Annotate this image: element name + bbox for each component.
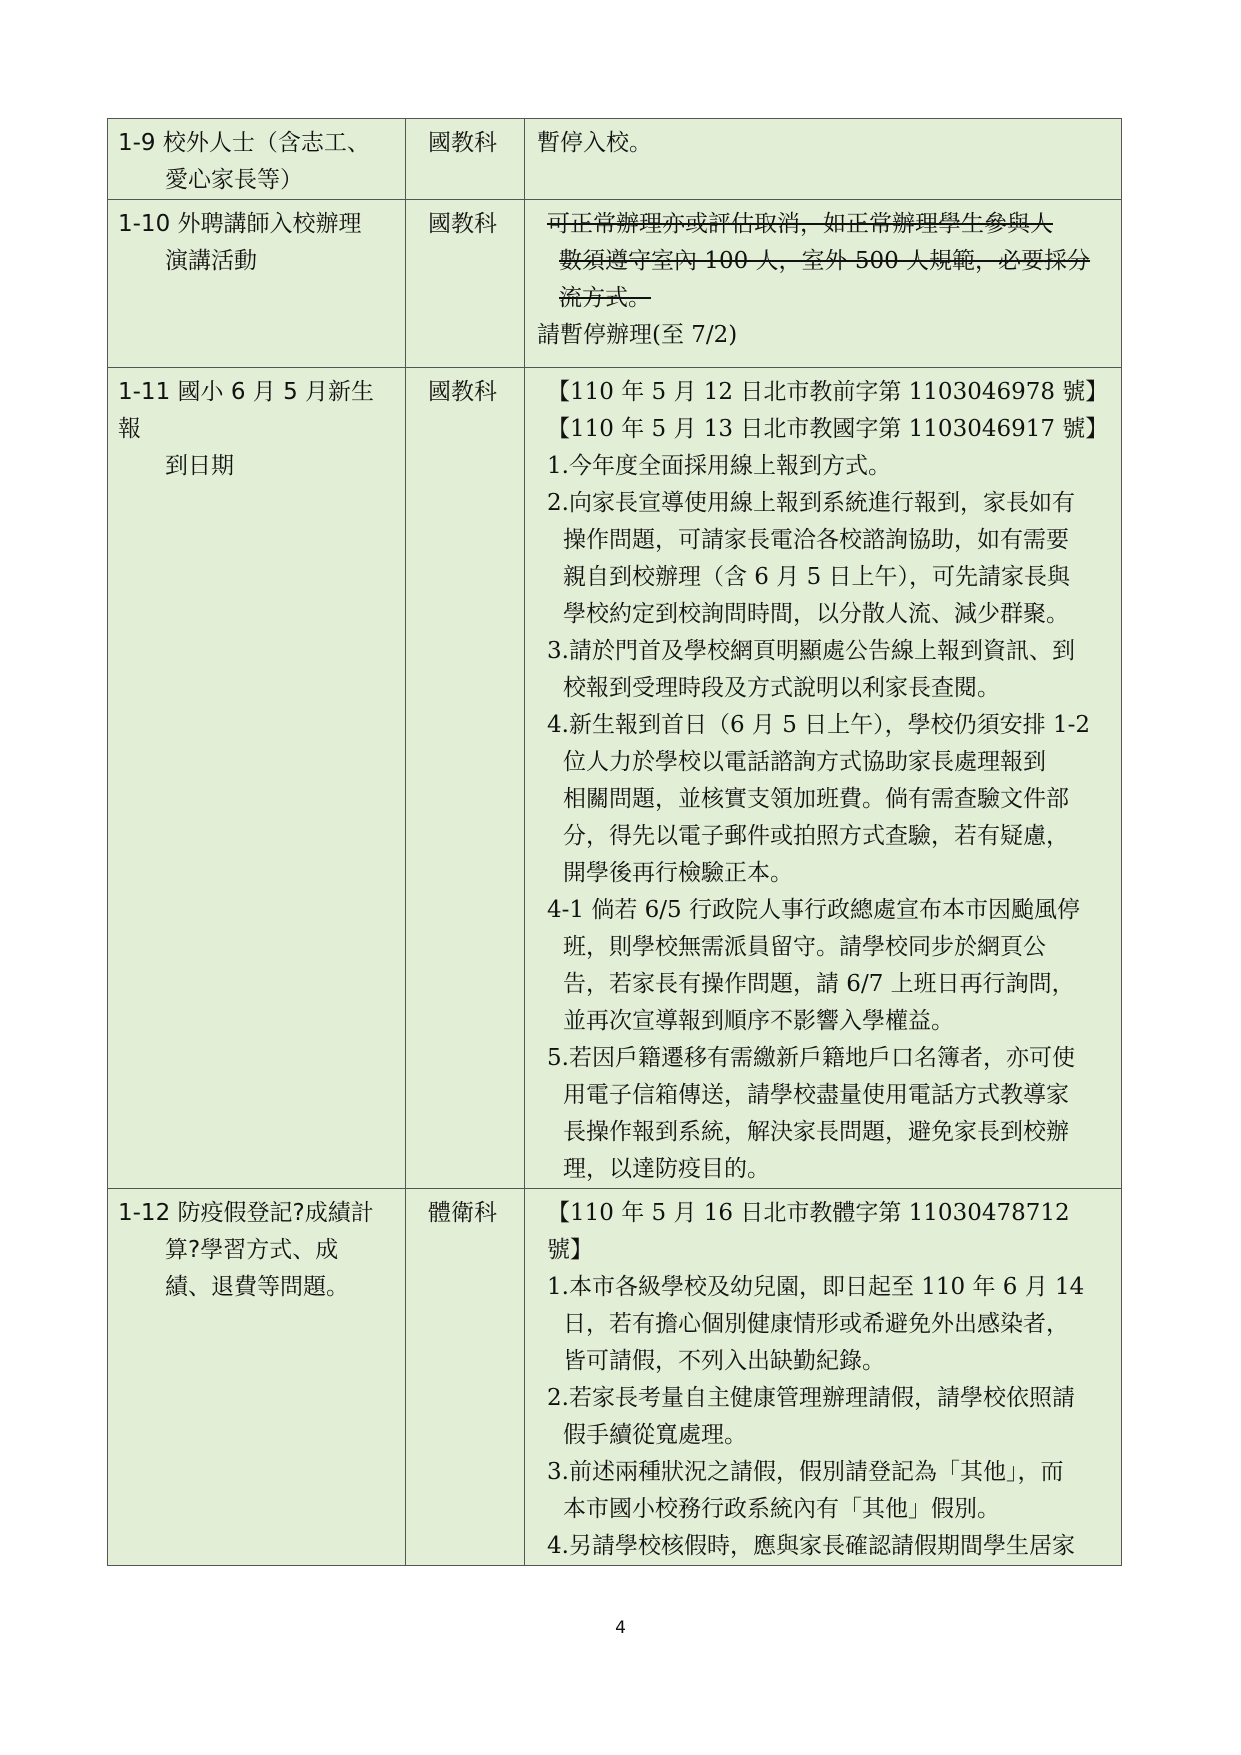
content-cell: [525, 200, 1122, 368]
item-title-line: 績、退費等問題。: [165, 1274, 349, 1300]
struck-line: 可正常辦理亦或評估取消，如正常辦理學生參與人: [547, 211, 1053, 237]
item-title-line: 演講活動: [165, 248, 257, 274]
list-item-line: 班，則學校無需派員留守。請學校同步於網頁公: [563, 934, 1046, 960]
struck-line: 數須遵守室內 100 人，室外 500 人規範，必要採分: [559, 248, 1091, 274]
list-item-line: 學校約定到校詢問時間，以分散人流、減少群聚。: [563, 601, 1069, 627]
list-item: [537, 892, 1111, 1040]
table-row: [108, 119, 1122, 200]
item-number: 1-12: [118, 1200, 171, 1226]
item-title-line: 到日期: [165, 453, 234, 479]
list-item-line: 本市國小校務行政系統內有「其他」假別。: [563, 1496, 1000, 1522]
list-item: [537, 1269, 1111, 1380]
content-cell: [525, 119, 1122, 200]
page-number: 4: [615, 1618, 626, 1638]
item-cell: [108, 368, 406, 1189]
item-cell: [108, 1189, 406, 1566]
list-item-line: 1.本市各級學校及幼兒園，即日起至 110 年 6 月 14: [547, 1274, 1085, 1300]
list-item-line: 4.另請學校核假時，應與家長確認請假期間學生居家: [547, 1533, 1075, 1559]
document-reference: 【110 年 5 月 13 日北市教國字第 1103046917 號】: [547, 416, 1109, 442]
list-item: [537, 448, 1111, 485]
document-reference: 【110 年 5 月 12 日北市教前字第 1103046978 號】: [547, 379, 1109, 405]
content-cell: [525, 1189, 1122, 1566]
list-item-line: 分，得先以電子郵件或拍照方式查驗，若有疑慮，: [563, 823, 1069, 849]
department: 國教科: [428, 379, 497, 405]
document-reference: 【110 年 5 月 16 日北市教體字第 11030478712 號】: [547, 1200, 1070, 1263]
list-item-line: 日，若有擔心個別健康情形或希避免外出感染者，: [563, 1311, 1069, 1337]
list-item-line: 1.今年度全面採用線上報到方式。: [547, 453, 891, 479]
list-item-line: 理，以達防疫目的。: [563, 1156, 770, 1182]
department: 國教科: [428, 130, 497, 156]
item-title-line: 外聘講師入校辦理: [177, 211, 362, 237]
item-title: [108, 200, 405, 280]
list-item-line: 5.若因戶籍遷移有需繳新戶籍地戶口名簿者，亦可使: [547, 1045, 1075, 1071]
list-item-line: 相關問題，並核實支領加班費。倘有需查驗文件部: [563, 786, 1069, 812]
list-item-line: 校報到受理時段及方式說明以利家長查閱。: [563, 675, 1000, 701]
list-item-line: 操作問題，可請家長電洽各校諮詢協助，如有需要: [563, 527, 1069, 553]
list-item-line: 2.若家長考量自主健康管理辦理請假，請學校依照請: [547, 1385, 1075, 1411]
content-text: 請暫停辦理(至 7/2): [537, 322, 738, 348]
table-row: [108, 1189, 1122, 1566]
list-item-line: 皆可請假，不列入出缺勤紀錄。: [563, 1348, 885, 1374]
item-title: [108, 1189, 405, 1306]
list-item-line: 告，若家長有操作問題，請 6/7 上班日再行詢問，: [563, 971, 1075, 997]
item-cell: [108, 119, 406, 200]
struck-text: [537, 206, 1111, 317]
struck-line: 流方式。: [559, 285, 651, 311]
item-title-line: 防疫假登記?成績計: [177, 1200, 374, 1226]
list-item: [537, 633, 1111, 707]
department-cell: [406, 1189, 525, 1566]
list-item-line: 位人力於學校以電話諮詢方式協助家長處理報到: [563, 749, 1046, 775]
department-cell: [406, 368, 525, 1189]
content: [525, 1189, 1121, 1565]
list-item-line: 親自到校辦理（含 6 月 5 日上午），可先請家長與: [563, 564, 1071, 590]
list-item-line: 4-1 倘若 6/5 行政院人事行政總處宣布本市因颱風停: [547, 897, 1080, 923]
list-item-line: 假手續從寬處理。: [563, 1422, 747, 1448]
list-item-line: 用電子信箱傳送，請學校盡量使用電話方式教導家: [563, 1082, 1069, 1108]
list-item-line: 2.向家長宣導使用線上報到系統進行報到，家長如有: [547, 490, 1075, 516]
content: [525, 119, 1121, 162]
list-item-line: 3.請於門首及學校網頁明顯處公告線上報到資訊、到: [547, 638, 1075, 664]
content: [525, 368, 1121, 1188]
department-cell: [406, 119, 525, 200]
department: 國教科: [428, 211, 497, 237]
list-item: [537, 707, 1111, 892]
item-title-line: 校外人士（含志工、: [162, 130, 370, 156]
list-item: [537, 1454, 1111, 1528]
item-title-line: 算?學習方式、成: [165, 1237, 339, 1263]
item-title: [108, 368, 405, 485]
item-cell: [108, 200, 406, 368]
department-cell: [406, 200, 525, 368]
item-number: 1-11: [118, 379, 171, 405]
table-row: [108, 200, 1122, 368]
list-item-line: 並再次宣導報到順序不影響入學權益。: [563, 1008, 954, 1034]
list-item-line: 長操作報到系統，解決家長問題，避免家長到校辦: [563, 1119, 1069, 1145]
list-item-line: 3.前述兩種狀況之請假，假別請登記為「其他」，而: [547, 1459, 1064, 1485]
content-text: 暫停入校。: [537, 130, 652, 156]
item-number: 1-9: [118, 130, 156, 156]
list-item: [537, 485, 1111, 633]
list-item-line: 4.新生報到首日（6 月 5 日上午），學校仍須安排 1-2: [547, 712, 1090, 738]
item-number: 1-10: [118, 211, 171, 237]
department: 體衛科: [428, 1200, 497, 1226]
item-title: [108, 119, 405, 199]
list-item: [537, 1528, 1111, 1565]
measures-table: [107, 118, 1122, 1566]
content-cell: [525, 368, 1122, 1189]
item-title-line: 愛心家長等）: [165, 167, 303, 193]
content: [525, 200, 1121, 354]
table-row: [108, 368, 1122, 1189]
list-item: [537, 1380, 1111, 1454]
item-title-line: 國小 6 月 5 月新生報: [118, 379, 375, 442]
list-item: [537, 1040, 1111, 1188]
list-item-line: 開學後再行檢驗正本。: [563, 860, 793, 886]
